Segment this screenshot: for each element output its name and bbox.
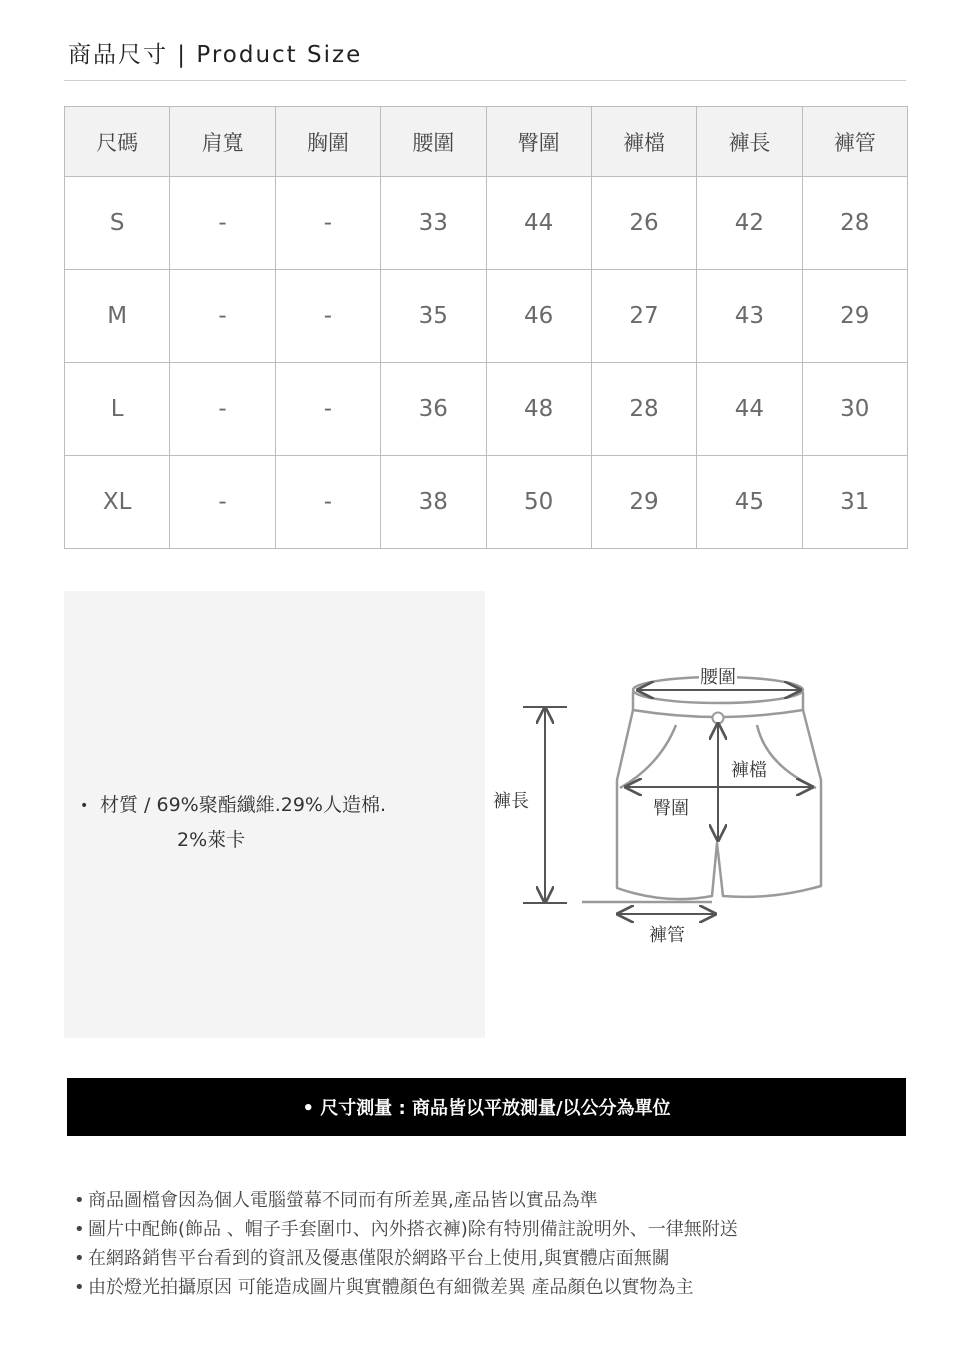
measurement-banner: • 尺寸測量 : 商品皆以平放測量/以公分為單位 — [67, 1078, 906, 1136]
table-cell: - — [170, 456, 275, 549]
table-cell: S — [65, 177, 170, 270]
table-cell: 46 — [486, 270, 591, 363]
table-row — [65, 270, 908, 363]
bullet-dot: • — [80, 797, 89, 814]
bullet-dot: • — [74, 1277, 85, 1298]
table-cell: 48 — [486, 363, 591, 456]
col-header-shoulder: 肩寬 — [170, 107, 275, 177]
note-text: 在網路銷售平台看到的資訊及優惠僅限於網路平台上使用,與實體店面無關 — [88, 1248, 670, 1269]
col-header-rise: 褲檔 — [591, 107, 696, 177]
table-cell: L — [65, 363, 170, 456]
size-table-header-row — [65, 107, 908, 177]
table-cell: - — [170, 363, 275, 456]
table-cell: 33 — [381, 177, 486, 270]
table-cell: 29 — [802, 270, 907, 363]
table-cell: XL — [65, 456, 170, 549]
table-cell: 26 — [591, 177, 696, 270]
table-cell: - — [275, 177, 380, 270]
title-divider — [64, 80, 906, 81]
table-cell: 28 — [591, 363, 696, 456]
list-item — [74, 1244, 738, 1273]
table-cell: 50 — [486, 456, 591, 549]
table-cell: - — [170, 270, 275, 363]
table-cell: 38 — [381, 456, 486, 549]
table-cell: 27 — [591, 270, 696, 363]
waist-label: 腰圍 — [699, 663, 737, 689]
note-text: 由於燈光拍攝原因 可能造成圖片與實體顏色有細微差異 產品顏色以實物為主 — [88, 1277, 694, 1298]
col-header-leg: 褲管 — [802, 107, 907, 177]
table-cell: 44 — [486, 177, 591, 270]
col-header-size: 尺碼 — [65, 107, 170, 177]
rise-label: 褲檔 — [730, 756, 768, 782]
table-cell: 42 — [697, 177, 802, 270]
bullet-dot: • — [74, 1190, 85, 1211]
table-cell: 29 — [591, 456, 696, 549]
table-cell: - — [275, 456, 380, 549]
length-label: 褲長 — [492, 787, 530, 813]
table-row — [65, 177, 908, 270]
col-header-hip: 臀圍 — [486, 107, 591, 177]
page-title: 商品尺寸 | Product Size — [68, 42, 363, 68]
list-item — [74, 1186, 738, 1215]
table-cell: 35 — [381, 270, 486, 363]
material-line-2: 2%萊卡 — [177, 828, 246, 851]
note-text: 圖片中配飾(飾品 、帽子手套圍巾、內外搭衣褲)除有特別備註說明外、一律無附送 — [88, 1219, 738, 1240]
notes-list — [74, 1186, 738, 1302]
table-cell: 28 — [802, 177, 907, 270]
table-cell: 31 — [802, 456, 907, 549]
table-row — [65, 363, 908, 456]
leg-opening-label: 褲管 — [648, 921, 686, 947]
table-cell: 30 — [802, 363, 907, 456]
hip-label: 臀圍 — [652, 794, 690, 820]
table-cell: M — [65, 270, 170, 363]
table-cell: 45 — [697, 456, 802, 549]
table-row — [65, 456, 908, 549]
size-table — [64, 106, 908, 549]
col-header-waist: 腰圍 — [381, 107, 486, 177]
bullet-dot: • — [74, 1248, 85, 1269]
table-cell: - — [275, 363, 380, 456]
table-cell: 43 — [697, 270, 802, 363]
material-line-1 — [80, 788, 386, 823]
material-info — [80, 788, 386, 857]
table-cell: 44 — [697, 363, 802, 456]
table-cell: - — [170, 177, 275, 270]
col-header-length: 褲長 — [697, 107, 802, 177]
table-cell: - — [275, 270, 380, 363]
material-text: 材質 / 69%聚酯纖維.29%人造棉. — [100, 794, 387, 816]
col-header-chest: 胸圍 — [275, 107, 380, 177]
shorts-measurement-diagram — [490, 660, 850, 960]
bullet-dot: • — [74, 1219, 85, 1240]
list-item — [74, 1215, 738, 1244]
note-text: 商品圖檔會因為個人電腦螢幕不同而有所差異,產品皆以實品為準 — [88, 1190, 598, 1211]
list-item — [74, 1273, 738, 1302]
table-cell: 36 — [381, 363, 486, 456]
